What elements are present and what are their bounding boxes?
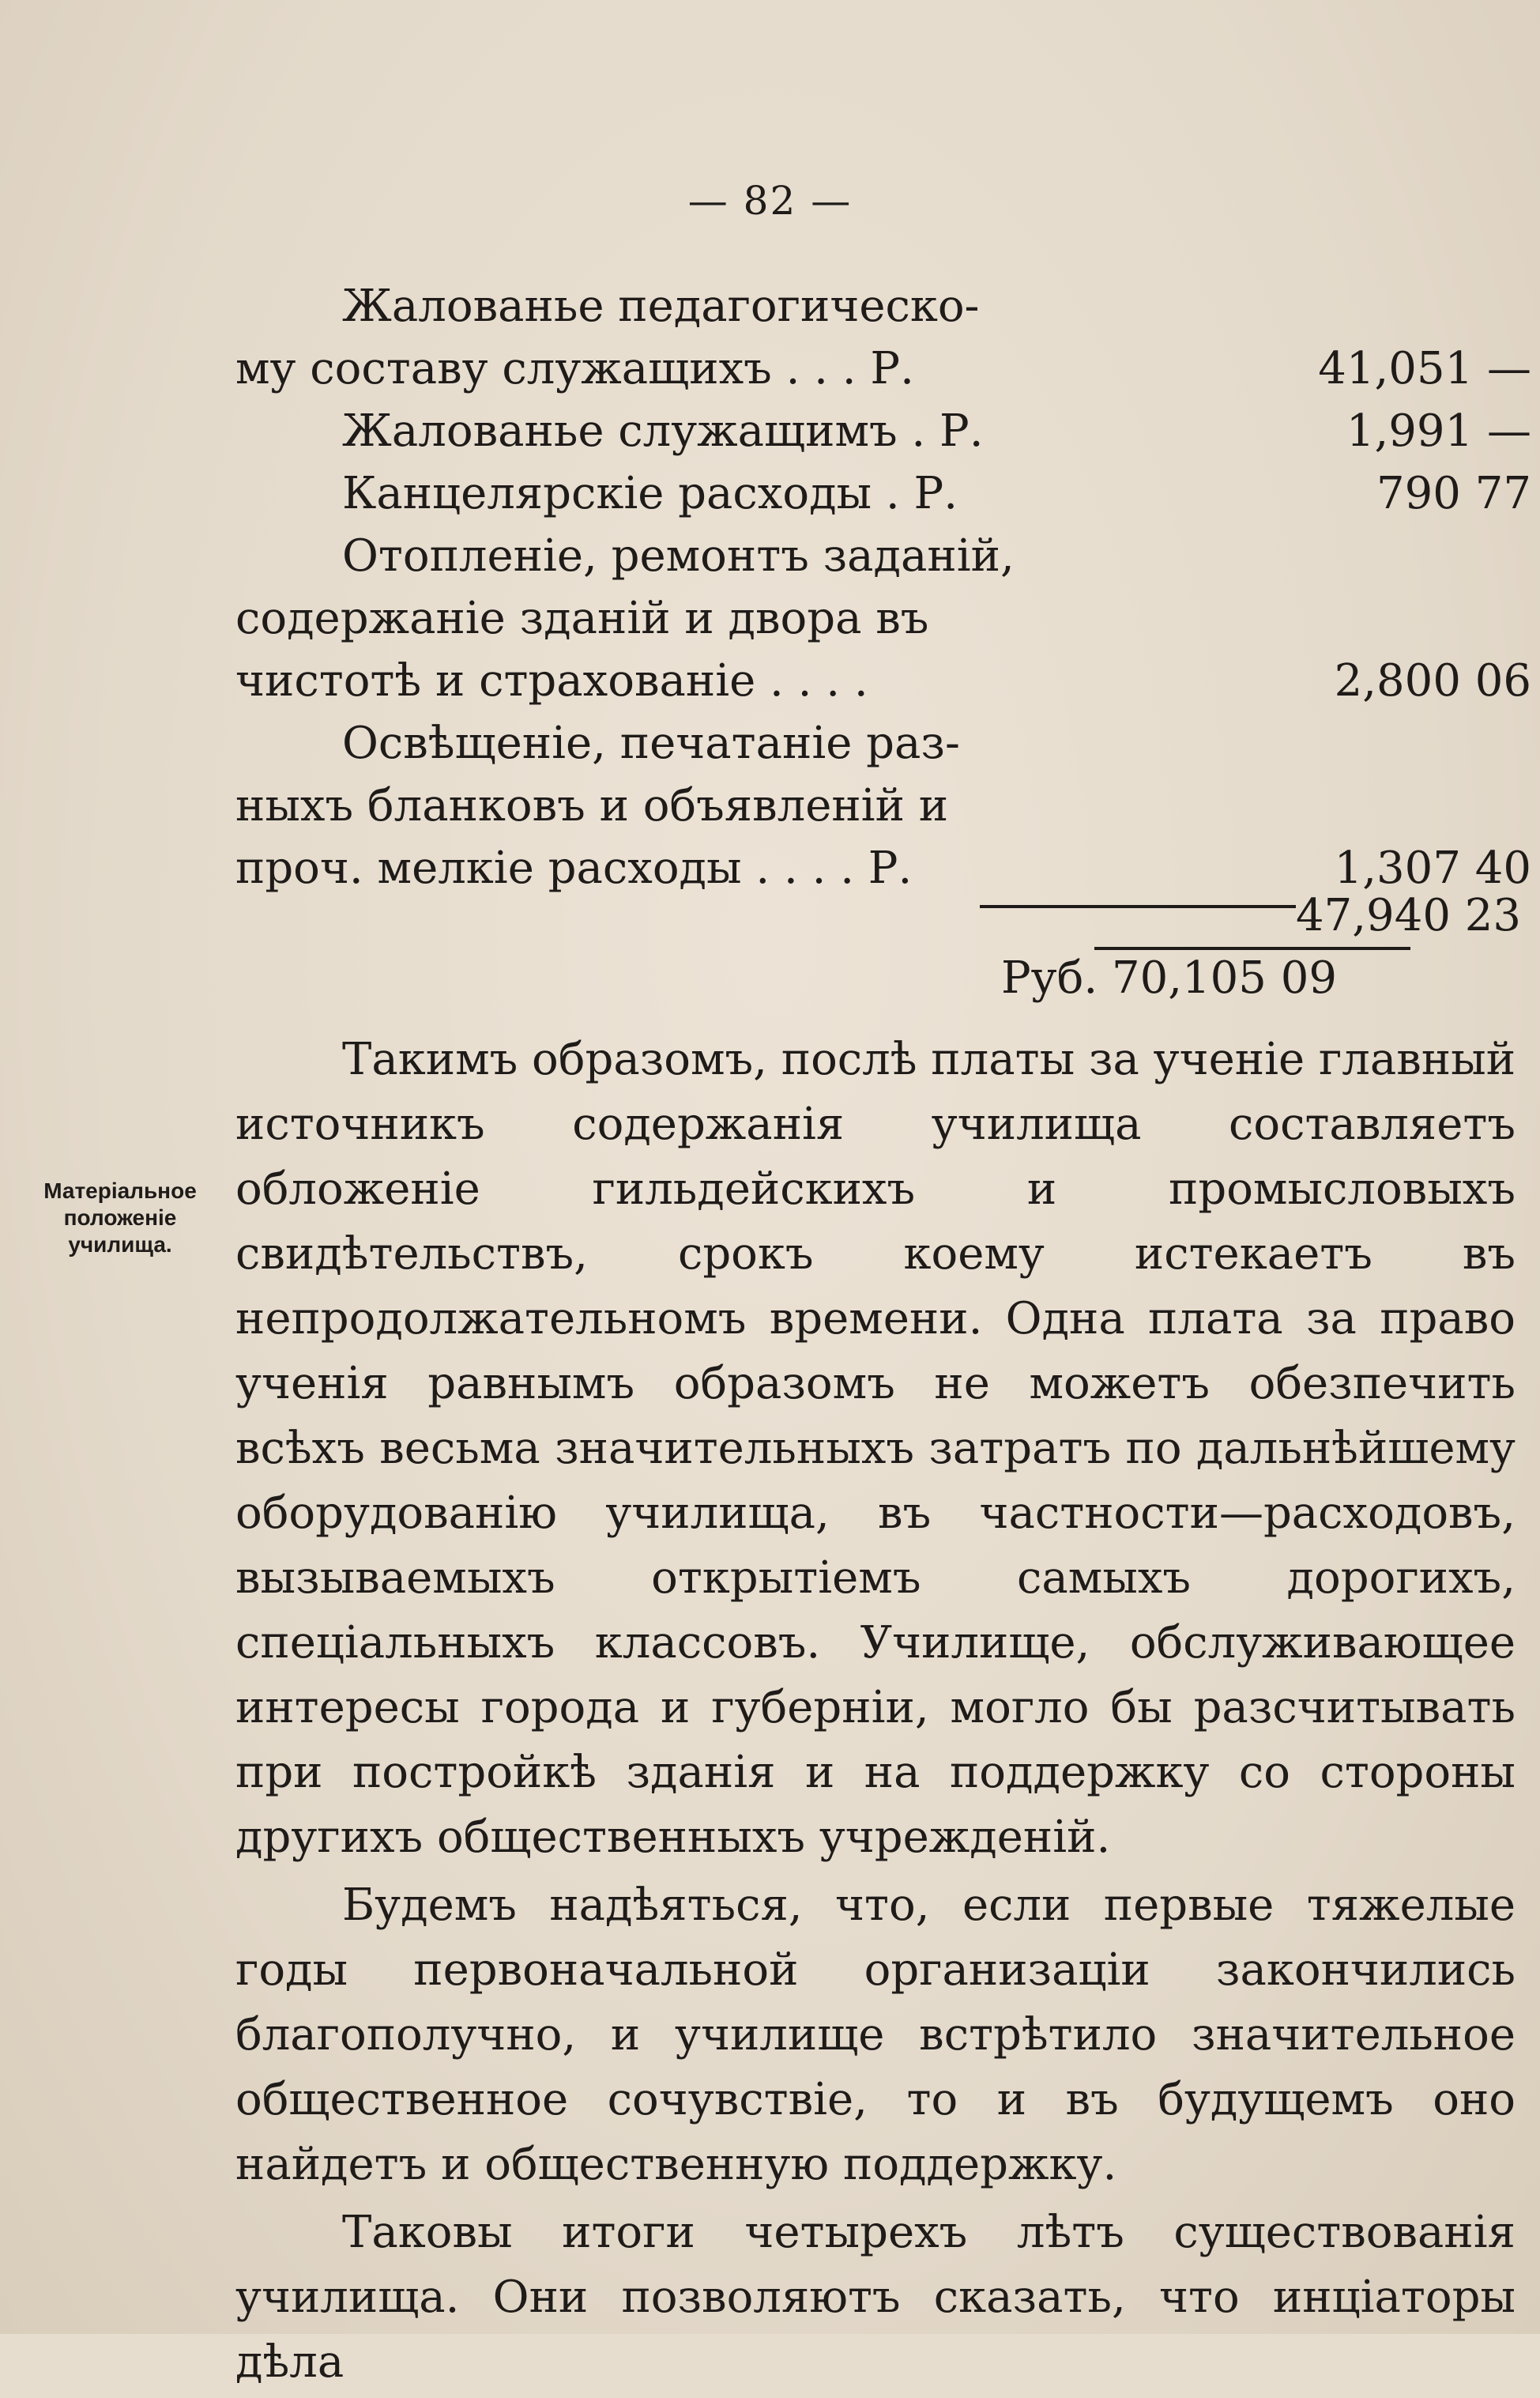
ledger-row-amount: 1,307 40 bbox=[1334, 843, 1531, 894]
ledger-row bbox=[235, 337, 1531, 400]
total-rule bbox=[1094, 947, 1410, 950]
ledger-row-text: му составу служащихъ . . . Р. bbox=[235, 343, 914, 394]
ledger-row bbox=[235, 587, 1531, 650]
ledger-row-amount: 41,051 — bbox=[1318, 343, 1531, 394]
ledger-row-text: Канцелярскіе расходы . Р. bbox=[342, 468, 958, 519]
ledger-row bbox=[235, 462, 1531, 525]
margin-note: Матеріальное положеніе училища. bbox=[43, 1178, 197, 1257]
paragraph: Таковы итоги четырехъ лѣтъ существованія училища. Они позволяютъ сказать, что инціаторы дѣла bbox=[235, 2207, 1516, 2388]
ledger-row-text: Отопленіе, ремонтъ заданій, bbox=[342, 530, 1015, 582]
ledger-row-text: содержаніе зданій и двора въ bbox=[235, 593, 929, 644]
expense-ledger bbox=[235, 275, 1531, 899]
subtotal-amount: 47,940 23 bbox=[1296, 890, 1522, 941]
ledger-row-text: чистотѣ и страхованіе . . . . bbox=[235, 655, 868, 707]
ledger-row-text: ныхъ бланковъ и объявленій и bbox=[235, 780, 949, 831]
ledger-row-text: Жалованье педагогическо- bbox=[342, 281, 980, 332]
ledger-row bbox=[235, 525, 1531, 587]
ledger-row bbox=[235, 775, 1531, 837]
ledger-row bbox=[235, 275, 1531, 337]
ledger-row bbox=[235, 712, 1531, 775]
ledger-row-text: Жалованье служащимъ . Р. bbox=[342, 405, 984, 457]
page-number: — 82 — bbox=[687, 178, 853, 224]
paragraph: Такимъ образомъ, послѣ платы за ученіе главный источникъ содержанія училища составляетъ обложеніе гильдейскихъ и промысловыхъ свидѣтельствъ, срокъ коему истекаетъ въ непродолжательномъ времени. Одна плата за право ученія равнымъ образомъ не можетъ обезпечить всѣхъ весьма значительныхъ затратъ по дальнѣйшему оборудованію училища, въ частности—расходовъ, вызываемыхъ открытіемъ самыхъ дорогихъ, спеціальныхъ классовъ. Училище, обслуживающее интересы города и губерніи, могло бы разсчитывать при постройкѣ зданія и на поддержку со стороны другихъ общественныхъ учрежденій. bbox=[235, 1034, 1516, 1863]
paragraph: Будемъ надѣяться, что, если первые тяжелые годы первоначальной организаціи закончились благополучно, и училище встрѣтило значительное общественное сочувствіе, то и въ будущемъ оно найдетъ и общественную поддержку. bbox=[235, 1880, 1516, 2190]
grand-total: Руб. 70,105 09 bbox=[1001, 952, 1337, 1004]
ledger-row-amount: 1,991 — bbox=[1346, 405, 1531, 457]
ledger-row bbox=[235, 400, 1531, 462]
ledger-row bbox=[235, 650, 1531, 712]
ledger-row-text: Освѣщеніе, печатаніе раз- bbox=[342, 718, 960, 769]
body-text bbox=[235, 1027, 1516, 2398]
ledger-row-amount: 790 77 bbox=[1376, 468, 1531, 519]
ledger-row-amount: 2,800 06 bbox=[1334, 655, 1531, 707]
ledger-row-text: проч. мелкіе расходы . . . . Р. bbox=[235, 843, 913, 894]
subtotal-rule bbox=[980, 905, 1296, 908]
